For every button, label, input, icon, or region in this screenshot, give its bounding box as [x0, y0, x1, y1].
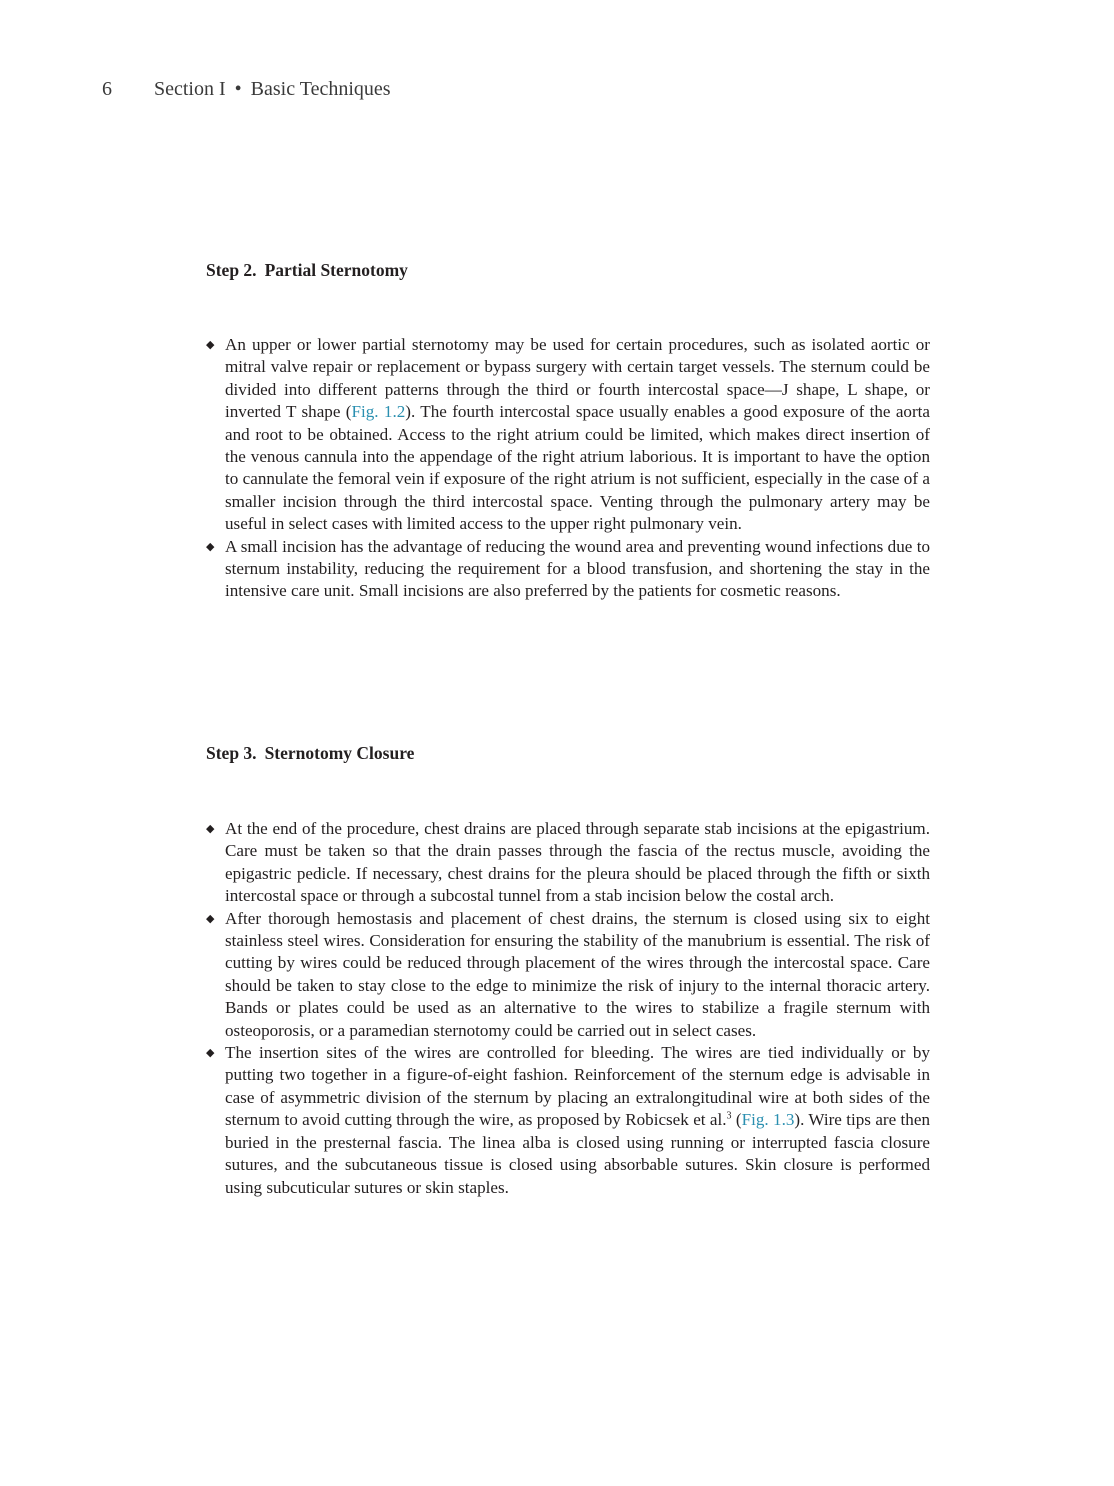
figure-link[interactable]: Fig. 1.2 — [351, 402, 406, 422]
list-item — [206, 1042, 930, 1199]
diamond-bullet-icon: ◆ — [206, 540, 215, 553]
paragraph-text: ). The fourth intercostal space usually enables a good exposure of the aorta and root to be obtained. Access to the right atrium could be limited, which makes direct insertion of the venous cannula into the appendage of the right atrium laborious. It is important to have the option to cannulate the femoral vein if exposure of the right atrium is not sufficient, especially in the case of a smaller incision through the third intercostal space. Venting through the pulmonary artery may be useful in select cases with limited access to the upper right pulmonary vein. — [225, 402, 930, 534]
paragraph-text: The insertion sites of the wires are controlled for bleeding. The wires are tied individually or by putting two together in a figure-of-eight fashion. Reinforcement of the sternum edge is advisable in case of asymmetric division of the sternum by placing an extralongitudinal wire at both sides of the sternum to avoid cutting through the wire, as proposed by Robicsek et al. — [225, 1043, 930, 1130]
section-label: Section I — [154, 78, 226, 100]
list-item — [206, 334, 930, 536]
step-2-heading — [206, 260, 408, 281]
figure-link[interactable]: Fig. 1.3 — [741, 1110, 795, 1130]
paragraph-text: An upper or lower partial sternotomy may be used for certain procedures, such as isolated aortic or mitral valve repair or replacement or bypass surgery with certain target vessels. The sternum could be divided into different patterns through the third or fourth intercostal space—J shape, L shape, or inverted T shape ( — [225, 335, 930, 422]
paragraph-text: ). Wire tips are then buried in the presternal fascia. The linea alba is closed using running or interrupted fascia closure sutures, and the subcutaneous tissue is closed using absorbable sutures. Skin closure is performed using subcuticular sutures or skin staples. — [225, 1110, 930, 1197]
diamond-bullet-icon: ◆ — [206, 823, 215, 835]
paragraph-text: At the end of the procedure, chest drains are placed through separate stab incisions at the epigastrium. Care must be taken so that the drain passes through the fascia of the rectus muscle, avoiding the epigastric pedicle. If necessary, chest drains for the pleura should be placed through the fifth or sixth intercostal space or through a subcostal tunnel from a stab incision below the costal arch. — [225, 819, 930, 906]
step-3-label: Step 3. — [206, 743, 257, 763]
citation-superscript[interactable]: 3 — [726, 1110, 732, 1122]
diamond-bullet-icon: ◆ — [206, 1047, 215, 1060]
list-item — [206, 908, 930, 1042]
paragraph-text: A small incision has the advantage of reducing the wound area and preventing wound infections due to sternum instability, reducing the requirement for a blood transfusion, and shortening the stay in the intensive care unit. Small incisions are also preferred by the patients for cosmetic reasons. — [225, 536, 930, 601]
step-3-bullet-list — [206, 818, 930, 1199]
diamond-bullet-icon: ◆ — [206, 912, 215, 925]
step-3-heading — [206, 743, 414, 764]
running-head — [102, 78, 391, 101]
page-number: 6 — [102, 78, 112, 100]
step-3-title: Sternotomy Closure — [264, 743, 415, 763]
list-item — [206, 818, 930, 908]
paragraph-text: ( — [731, 1110, 742, 1130]
diamond-bullet-icon: ◆ — [206, 339, 215, 351]
separator-bullet: • — [234, 78, 242, 100]
step-2-bullet-list — [206, 334, 930, 603]
step-2-label: Step 2. — [206, 260, 257, 280]
section-title: Basic Techniques — [250, 78, 391, 100]
paragraph-text: After thorough hemostasis and placement of chest drains, the sternum is closed using six to eight stainless steel wires. Consideration for ensuring the stability of the manubrium is essential. The risk of cutting by wires could be reduced through placement of the wires through the intercostal space. Care should be taken to stay close to the edge to minimize the risk of injury to the internal thoracic artery. Bands or plates could be used as an alternative to the wires to stabilize a fragile sternum with osteoporosis, or a paramedian sternotomy could be carried out in select cases. — [225, 908, 930, 1040]
step-2-title: Partial Sternotomy — [264, 260, 408, 280]
list-item — [206, 536, 930, 603]
